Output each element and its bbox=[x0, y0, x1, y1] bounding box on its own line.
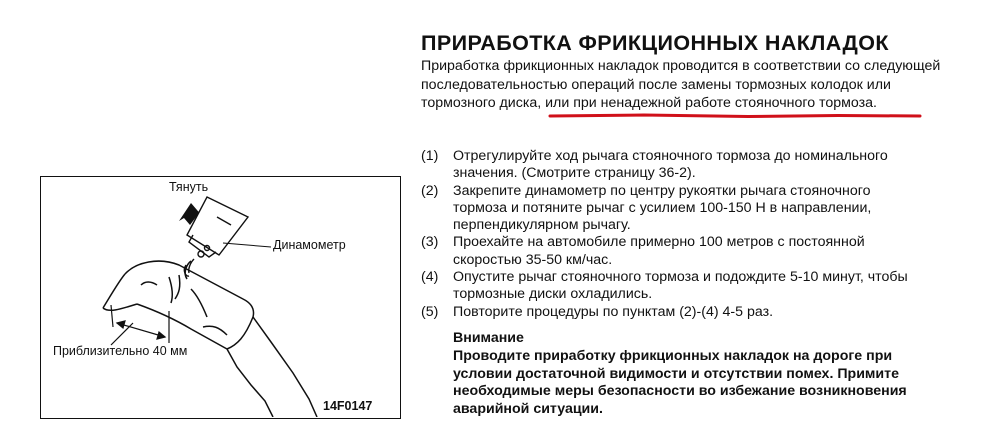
red-underline bbox=[548, 110, 922, 120]
warning-block bbox=[453, 330, 907, 419]
step-text: тормоза и потяните рычаг с усилием 100-150 Н в направлении, bbox=[453, 199, 872, 216]
distance-marker bbox=[111, 305, 169, 345]
list-item bbox=[421, 148, 991, 183]
page-title: ПРИРАБОТКА ФРИКЦИОННЫХ НАКЛАДОК bbox=[421, 31, 889, 55]
step-text: Закрепите динамометр по центру рукоятки рычага стояночного bbox=[453, 182, 871, 199]
list-item bbox=[421, 183, 991, 235]
warning-text: необходимые меры безопасности во избежание возникновения bbox=[453, 383, 907, 400]
list-item bbox=[421, 304, 991, 321]
step-text: скоростью 35-50 км/час. bbox=[453, 251, 613, 268]
step-number: (1) bbox=[421, 148, 439, 164]
steps-list bbox=[421, 148, 991, 321]
step-number: (5) bbox=[421, 303, 439, 320]
step-number: (2) bbox=[421, 182, 439, 199]
warning-text: аварийной ситуации. bbox=[453, 401, 603, 418]
intro-line: тормозного диска, или при ненадежной работе стояночного тормоза. bbox=[421, 95, 878, 111]
warning-text: условии достаточной видимости и отсутствии помех. Примите bbox=[453, 365, 899, 382]
intro-line: Приработка фрикционных накладок проводится в соответствии со следующей bbox=[421, 58, 941, 74]
intro-line: последовательностью операций после замены тормозных колодок или bbox=[421, 76, 891, 93]
figure-code: 14F0147 bbox=[323, 399, 373, 413]
dynamometer-label: Динамометр bbox=[273, 238, 346, 252]
distance-label: Приблизительно 40 мм bbox=[53, 344, 188, 358]
step-text: значения. (Смотрите страницу 36-2). bbox=[453, 165, 696, 182]
step-number: (3) bbox=[421, 234, 439, 251]
parking-brake-figure bbox=[40, 176, 401, 419]
step-text: Проехайте на автомобиле примерно 100 метров с постоянной bbox=[453, 234, 865, 251]
list-item bbox=[421, 234, 991, 269]
warning-text: Проводите приработку фрикционных накладок на дороге при bbox=[453, 347, 893, 364]
step-text: перпендикулярном рычагу. bbox=[453, 217, 631, 234]
pull-label: Тянуть bbox=[169, 180, 209, 194]
step-text: Отрегулируйте ход рычага стояночного тормоза до номинального bbox=[453, 148, 888, 164]
step-text: тормозные диски охладились. bbox=[453, 286, 653, 303]
brake-lever bbox=[103, 261, 317, 417]
lever-illustration bbox=[41, 177, 399, 417]
step-number: (4) bbox=[421, 269, 439, 286]
intro-paragraph bbox=[421, 57, 991, 113]
warning-title: Внимание bbox=[453, 330, 524, 346]
list-item bbox=[421, 269, 991, 304]
step-text: Опустите рычаг стояночного тормоза и подождите 5-10 минут, чтобы bbox=[453, 269, 908, 286]
step-text: Повторите процедуры по пунктам (2)-(4) 4-5 раз. bbox=[453, 303, 774, 320]
